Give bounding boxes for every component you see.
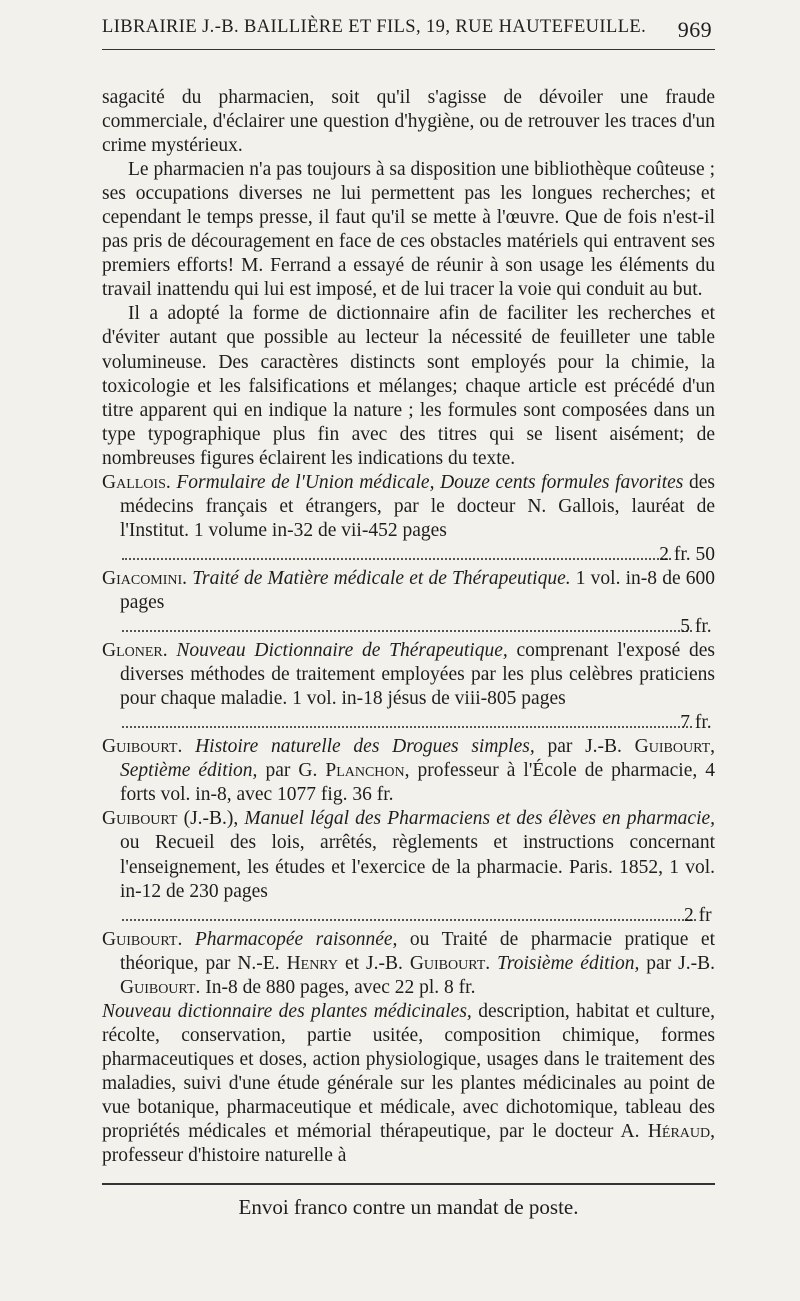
entry-description: ou Recueil des lois, arrêtés, règlements et instructions concernant l'enseignement, les études et l'exercice de la pharmacie. Paris. 1852, 1 vol. in-12 de 230 pages [120, 832, 715, 902]
entry-description: par J.-B. [646, 952, 716, 974]
entry-description: In-8 de 880 pages, avec 22 pl. [205, 976, 440, 998]
entry-title: Manuel légal des Pharmaciens et des élèves en pharmacie, [244, 808, 716, 830]
entry-title: Formulaire de l'Union médicale, Douze cents formules favorites [176, 471, 684, 493]
entry-price: 5 fr. [680, 616, 712, 638]
catalog-entry-guibourt-manuel [102, 807, 715, 927]
footer-note: Envoi franco contre un mandat de poste. [238, 1195, 579, 1219]
entry-author-initials: (J.-B.), [183, 808, 239, 830]
entry-author: Guibourt [102, 808, 178, 830]
entry-author: Guibourt. [120, 976, 201, 998]
entry-description: ou Traité de pharmacie pratique et théorique, par N.-E. [120, 928, 715, 974]
entry-author: Guibourt, [634, 736, 715, 758]
paragraph: Le pharmacien n'a pas toujours à sa disposition une bibliothèque coûteuse ; ses occupations diverses ne lui permettent pas les longues recherches; et cependant le temps presse, il faut qu'il se mette à l'œuvre. Que de fois n'est-il pas pris de découragement en face de ces obstacles matériels qui entravent ses premiers efforts! M. Ferrand a essayé de réunir à son usage les éléments du travail inattendu qui lui est imposé, et de lui tracer la voie qui conduit au but. [102, 159, 715, 301]
entry-description: 1 vol. in-8 de 600 pages [120, 567, 716, 613]
entry-price: 36 fr. [352, 784, 394, 806]
running-header [102, 17, 712, 42]
entry-description: professeur d'histoire naturelle à [102, 1145, 347, 1167]
catalog-entry-gallois [102, 471, 715, 567]
entry-author: Gloner. [102, 640, 168, 662]
entry-author: Guibourt. [102, 928, 183, 950]
entry-title: Nouveau Dictionnaire de Thérapeutique, [176, 640, 508, 662]
paragraph: Il a adopté la forme de dictionnaire afin de faciliter les recherches et d'éviter autant que possible au lecteur la nécessité de feuilleter une table volumineuse. Des caractères distincts sont employés pour la chimie, la toxicologie et les falsifications et mélanges; chaque article est précédé d'un titre apparent qui en indique la nature ; les formules sont composées dans un type typographique plus fin avec des titres qui se lisent aisément; de nombreuses figures éclairent les indications du texte. [102, 303, 715, 469]
price-line [120, 711, 715, 735]
catalog-entry-plantes [102, 1000, 715, 1168]
footer-rule [102, 1183, 715, 1185]
entry-description: par J.-B. [547, 736, 622, 758]
entry-author: Guibourt. [102, 736, 183, 758]
entry-price: 2 fr. 50 [659, 543, 715, 565]
catalog-entry-guibourt-pharmacopee [102, 928, 715, 1000]
entry-title: Nouveau dictionnaire des plantes médicinales, [102, 1000, 472, 1022]
paragraph: sagacité du pharmacien, soit qu'il s'agisse de dévoiler une fraude commerciale, d'éclairer une question d'hygiène, ou de retrouver les traces d'un crime mystérieux. [102, 87, 715, 157]
entry-price: 7 fr. [680, 712, 712, 734]
dot-leader [122, 630, 692, 632]
entry-description: comprenant l'exposé des diverses méthodes de traitement employées par les plus celèbres praticiens pour chaque maladie. 1 vol. in-18 jésus de viii-805 pages [120, 640, 716, 710]
entry-price: 2 fr [684, 904, 712, 926]
entry-title: Traité de Matière médicale et de Thérapeutique. [192, 567, 571, 589]
dot-leader [122, 558, 671, 560]
entry-author: Guibourt. [409, 952, 491, 974]
catalog-entry-guibourt-drogues [102, 735, 715, 807]
page-number: 969 [677, 17, 712, 42]
entry-title: Histoire naturelle des Drogues simples, [195, 736, 535, 758]
price-line [120, 615, 715, 639]
dot-leader [122, 919, 696, 921]
entry-author: Henry [286, 952, 338, 974]
price-line [120, 904, 715, 928]
entry-description: et J.-B. [344, 952, 403, 974]
entry-description: professeur à l'École de pharmacie, 4 forts vol. in-8, avec 1077 fig. [120, 760, 716, 806]
entry-author: Gallois. [102, 471, 171, 493]
catalog-entry-giacomini [102, 567, 715, 639]
catalog-entry-gloner [102, 639, 715, 735]
entry-description: par G. [265, 760, 318, 782]
entry-editor: Planchon, [325, 760, 410, 782]
entry-title: Pharmacopée raisonnée, [194, 928, 398, 950]
entry-author: Héraud, [647, 1121, 716, 1143]
price-line [120, 543, 715, 567]
entry-description: description, habitat et culture, récolte, conservation, partie usitée, composition chimique, formes pharmaceutiques et doses, action physiologique, usages dans le traitement des maladies, suivi d'une étude générale sur les plantes médicinales au point de vue botanique, pharmaceutique et médicale, avec dichotomique, tableau des propriétés médicales et mémorial thérapeutique, par le docteur A. [102, 1000, 716, 1143]
dot-leader [122, 726, 692, 728]
entry-edition: Septième édition, [120, 760, 258, 782]
running-title: LIBRAIRIE J.-B. BAILLIÈRE ET FILS, 19, RUE HAUTEFEUILLE. [102, 17, 647, 37]
entry-description: des médecins français et étrangers, par le docteur N. Gallois, lauréat de l'Institut. 1 volume in-32 de vii-452 pages [120, 471, 716, 541]
body-text [102, 86, 715, 1168]
entry-edition: Troisième édition, [497, 952, 640, 974]
entry-price: 8 fr. [444, 976, 476, 998]
entry-author: Giacomini. [102, 567, 188, 589]
header-rule [102, 49, 715, 50]
